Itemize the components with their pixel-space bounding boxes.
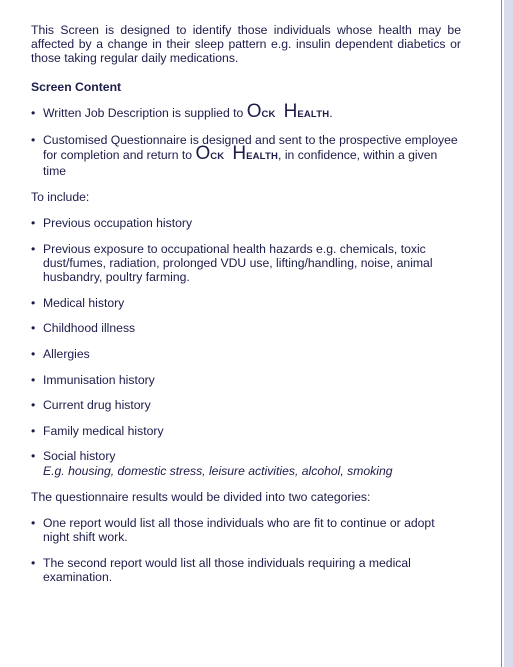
list-item: • One report would list all those individuals who are fit to continue or adopt night shift work. (31, 516, 461, 544)
list-item: • Immunisation history (31, 373, 461, 387)
intro-paragraph: This Screen is designed to identify those individuals whose health may be affected by a change in their sleep pattern e.g. insulin dependent diabetics or those taking regular daily medications. (31, 23, 461, 66)
list-item: • Allergies (31, 347, 461, 361)
social-history-example: E.g. housing, domestic stress, leisure activities, alcohol, smoking (43, 463, 393, 478)
list-item: • Previous exposure to occupational health hazards e.g. chemicals, toxic dust/fumes, radiation, prolonged VDU use, lifting/handling, noise, animal husbandry, poultry farming. (31, 242, 461, 285)
results-list (31, 516, 461, 584)
list-item-social-history (31, 449, 461, 477)
questionnaire-end-text: , in confidence, within a given time (43, 147, 438, 178)
list-item: • Current drug history (31, 398, 461, 412)
page-edge-line (501, 0, 502, 667)
list-item: • The second report would list all those individuals requiring a medical examination. (31, 556, 461, 584)
list-item: • Previous occupation history (31, 216, 461, 230)
job-description-text: Written Job Description is supplied to (43, 105, 244, 120)
list-item: • Family medical history (31, 424, 461, 438)
screen-content-list (31, 100, 461, 178)
list-item-questionnaire (31, 133, 461, 178)
list-item: • Medical history (31, 296, 461, 310)
list-item: • Childhood illness (31, 321, 461, 335)
screen-content-heading: Screen Content (31, 79, 122, 94)
list-item-job-description: • Written Job Description is supplied to OCK HEALTH. (31, 106, 461, 122)
to-include-label: To include: (31, 190, 90, 205)
ock-health-logo: OCK HEALTH (195, 142, 279, 164)
questionnaire-text: Customised Questionnaire is designed and sent to the prospective employee for completion and return to (43, 133, 458, 162)
ock-health-logo: OCK HEALTH (246, 100, 330, 122)
results-intro: The questionnaire results would be divided into two categories: (31, 489, 371, 504)
include-list (31, 216, 461, 478)
content-area (31, 23, 461, 584)
page-edge-band (504, 0, 513, 667)
social-history-label: Social history (43, 449, 116, 464)
